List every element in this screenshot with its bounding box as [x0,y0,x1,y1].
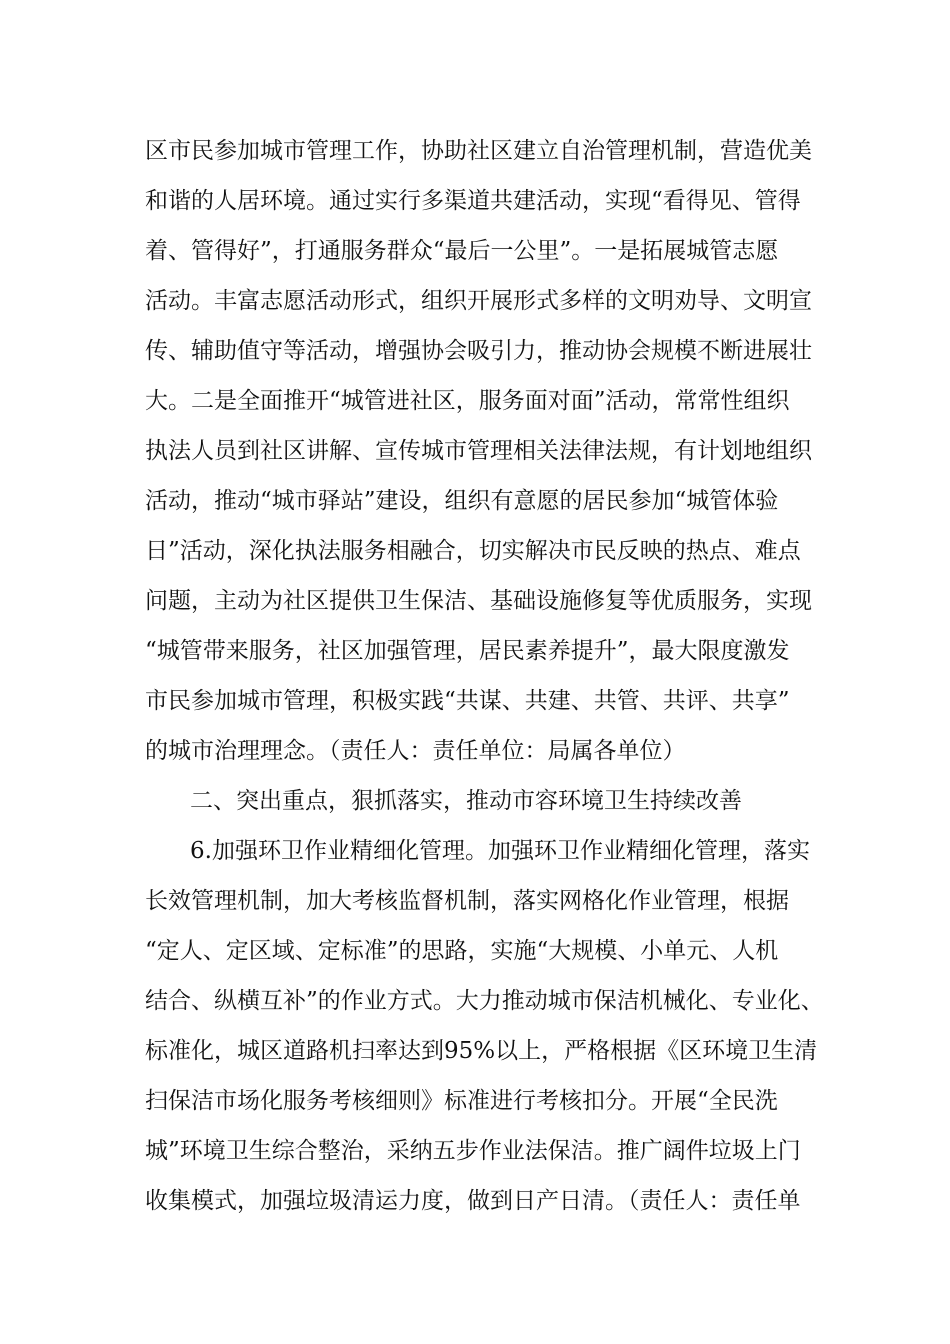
text-line: 活动，推动“城市驿站”建设，组织有意愿的居民参加“城管体验 [145,488,779,514]
section-heading: 二、突出重点，狠抓落实，推动市容环境卫生持续改善 [190,788,742,814]
text-line: 活动。丰富志愿活动形式，组织开展形式多样的文明劝导、文明宣 [145,288,812,314]
text-line: 区市民参加城市管理工作，协助社区建立自治管理机制，营造优美 [145,138,812,164]
text-line: 扫保洁市场化服务考核细则》标准进行考核扣分。开展“全民洗 [145,1088,778,1114]
text-line: 城”环境卫生综合整治，采纳五步作业法保洁。推广阔件垃圾上门 [145,1138,801,1164]
text-line: 的城市治理理念。（责任人：责任单位：局属各单位） [145,738,686,764]
text-line: 执法人员到社区讲解、宣传城市管理相关法律法规，有计划地组织 [145,438,812,464]
text-line: 长效管理机制，加大考核监督机制，落实网格化作业管理，根据 [145,888,789,914]
text-line: “定人、定区域、定标准”的思路，实施“大规模、小单元、人机 [145,938,779,964]
text-line: 市民参加城市管理，积极实践“共谋、共建、共管、共评、共享” [145,688,790,714]
text-line: 收集模式，加强垃圾清运力度，做到日产日清。（责任人：责任单 [145,1188,801,1214]
text-line: 和谐的人居环境。通过实行多渠道共建活动，实现“看得见、管得 [145,188,801,214]
text-line: 大。二是全面推开“城管进社区，服务面对面”活动，常常性组织 [145,388,790,414]
text-line: 传、辅助值守等活动，增强协会吸引力，推动协会规模不断进展壮 [145,338,812,364]
text-line: 标准化，城区道路机扫率达到95%以上，严格根据《区环境卫生清 [145,1038,818,1064]
text-line: 结合、纵横互补”的作业方式。大力推动城市保洁机械化、专业化、 [145,988,824,1014]
text-line: “城管带来服务，社区加强管理，居民素养提升”，最大限度激发 [145,638,790,664]
paragraph-first-line: 6.加强环卫作业精细化管理。加强环卫作业精细化管理，落实 [190,838,810,864]
text-line: 着、管得好”，打通服务群众“最后一公里”。一是拓展城管志愿 [145,238,779,264]
text-line: 问题，主动为社区提供卫生保洁、基础设施修复等优质服务，实现 [145,588,812,614]
text-line: 日”活动，深化执法服务相融合，切实解决市民反映的热点、难点 [145,538,801,564]
